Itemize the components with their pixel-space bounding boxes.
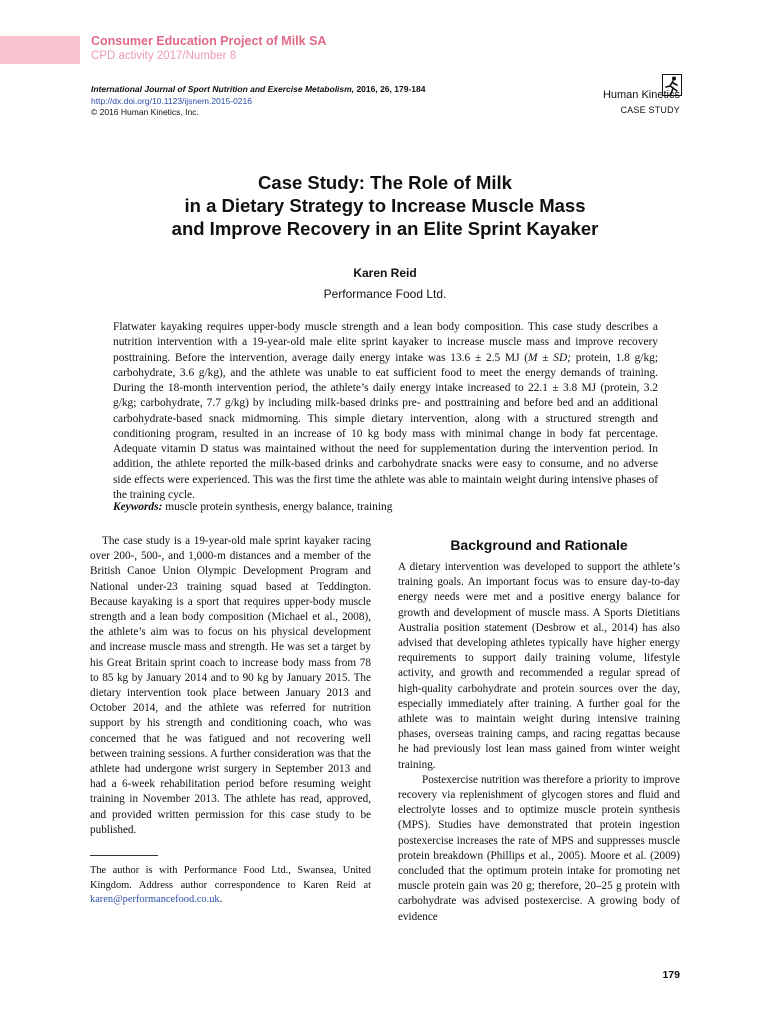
journal-citation: [91, 84, 425, 94]
author-footnote: [90, 864, 371, 908]
project-title: Consumer Education Project of Milk SA: [91, 34, 327, 48]
journal-name: International Journal of Sport Nutrition and Exercise Metabolism,: [91, 84, 355, 94]
footnote-divider: [90, 855, 158, 856]
footnote-end: .: [219, 894, 223, 905]
abstract-text: Flatwater kayaking requires upper-body muscle strength and a lean body composition. This case study describes a nutrition intervention with a 19-year-old male elite sprint kayaker to increase muscle mass and improve recovery posttraining. Before the intervention, average daily energy intake was 13.6 ± 2.5 MJ (: [113, 321, 658, 364]
abstract: [113, 320, 658, 503]
left-column: [90, 534, 371, 838]
header-color-band: [0, 36, 80, 64]
right-column: [398, 560, 680, 925]
keywords: [113, 500, 658, 515]
article-title: [90, 171, 680, 240]
body-paragraph: Postexercise nutrition was therefore a priority to improve recovery via replenishment of glycogen stores and fluid and electrolyte losses and to optimize muscle protein synthesis (MPS). Studies have demonstrated that protein ingestion postexercise increases the rate of MPS and suppresses muscle protein breakdown (Phillips et al., 2005). Moore et al. (2009) concluded that the optimum protein intake for promoting net muscle protein gain was 20 g; therefore, 20–25 g protein with carbohydrate was advised postexercise. A growing body of evidence: [398, 773, 680, 923]
keywords-list: muscle protein synthesis, energy balance, training: [162, 501, 393, 513]
cpd-activity: CPD activity 2017/Number 8: [91, 50, 237, 62]
publisher-name: Human Kinetics: [602, 89, 680, 101]
abstract-text: protein, 1.8 g/kg; carbohydrate, 3.6 g/kg), and the athlete was unable to eat sufficient food to meet the energy demands of training. During the 18-month intervention period, the athlete’s daily energy intake increased to 22.1 ± 3.8 MJ (protein, 3.2 g/kg; carbohydrate, 7.7 g/kg) by including milk-based drinks pre- and posttraining and before bed and an additional carbohydrate-based snack midmorning. This simple dietary intervention, along with a structured strength and conditioning program, resulted in an increase of 10 kg body mass with minimal change in body fat percentage. Adequate vitamin D status was maintained without the need for supplementation during the intervention period. In addition, the athlete reported the milk-based drinks and carbohydrate snacks were easy to consume, and no adverse side effects were experienced. This was the first time the athlete was able to maintain weight during intensive phases of the training cycle.: [113, 351, 659, 501]
author-name: Karen Reid: [353, 266, 417, 280]
footnote-text: The author is with Performance Food Ltd., Swansea, United Kingdom. Address author correspondence to Karen Reid at: [90, 865, 371, 891]
author-affiliation: Performance Food Ltd.: [323, 287, 447, 301]
article-type: CASE STUDY: [620, 105, 680, 115]
title-line: and Improve Recovery in an Elite Sprint Kayaker: [171, 218, 599, 239]
doi-link[interactable]: http://dx.doi.org/10.1123/ijsnem.2015-0216: [91, 96, 252, 106]
copyright: © 2016 Human Kinetics, Inc.: [91, 107, 199, 117]
abstract-stat-notation: M ± SD;: [528, 351, 571, 364]
body-paragraph: A dietary intervention was developed to support the athlete’s training goals. An important focus was to ensure day-to-day energy needs were met and a positive energy balance for growth and development of muscle mass. A Sports Dietitians Australia position statement (Desbrow et al., 2014) has also advised that developing athletes typically have higher energy requirements to support daily training volume, lifestyle activity, and growth and recommended a regular spread of high-quality carbohydrate and protein sources over the day, especially immediately after training. A further goal for the athlete was to maintain weight during intensive training phases, overseas training camps, and racing regattas because he had previously lost lean mass gained from winter weight training.: [398, 561, 680, 771]
title-line: in a Dietary Strategy to Increase Muscle Mass: [184, 195, 586, 216]
author-email-link[interactable]: karen@performancefood.co.uk: [90, 894, 220, 905]
page-number: 179: [662, 969, 680, 981]
section-heading: Background and Rationale: [450, 537, 628, 553]
title-line: Case Study: The Role of Milk: [258, 172, 512, 193]
intro-paragraph: The case study is a 19-year-old male sprint kayaker racing over 200-, 500-, and 1,000-m distances and a member of the British Canoe Union Olympic Development Program and National under-23 training squad based at Teddington. Because kayaking is a sport that requires upper-body muscle strength and a lean body composition (Michael et al., 2008), the athlete’s aim was to focus on his physical development and increase muscle mass and strength. He was set a target by his Great Britain sprint coach to increase body mass from 78 to 85 kg by January 2014 and to 90 kg by January 2015. The dietary intervention took place between January 2013 and October 2014, and the athlete was referred for nutrition support by his strength and conditioning coach, who was concerned that he was fatigued and not recovering well between training sessions. A further consideration was that the athlete had undergone wrist surgery in September 2013 and had a 6-week rehabilitation period before resuming weight training in November 2013. The athlete has read, approved, and provided written permission for this case study to be published.: [90, 535, 371, 836]
keywords-label: Keywords:: [113, 501, 163, 513]
journal-details: 2016, 26, 179-184: [354, 84, 426, 94]
